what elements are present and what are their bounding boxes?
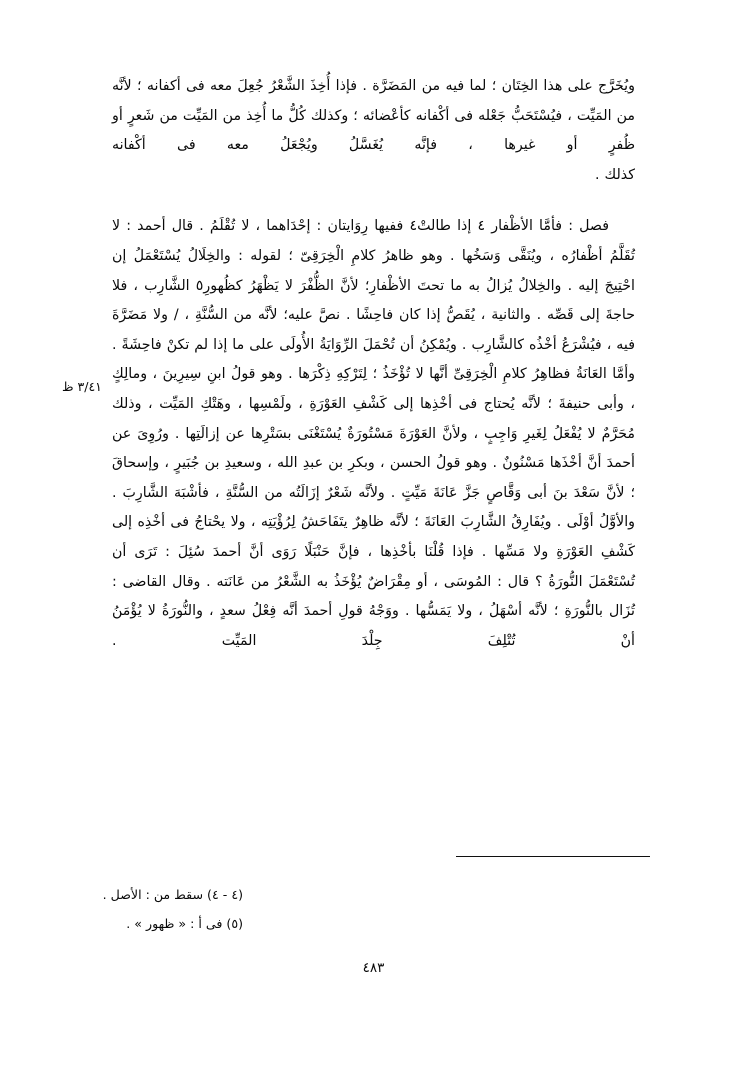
line: ووَجْهُ قولِ أحمدَ أنَّه فِعْلُ سعدٍ ، والنُّورَةُ لا يُؤْمَنُ أنْ تُتْلِفَ جِلْدَ المَيِّت . — [112, 603, 635, 649]
line: يُحتاج فى أخْذِها إلى كَشْفِ العَوْرَةِ ، ولَمْسِها ، وهَتْكِ المَيِّت ، وذلك مُحَرَّمٌ لا — [112, 395, 635, 442]
paragraph-1 — [112, 72, 635, 190]
line: أحمد : لا تُقَلَّمُ أظْفارُه ، ويُنَقَّى وَسَخُها . وهو ظاهرُ كلامِ الْخِرَقِىّ ؛ لقوله : — [112, 218, 636, 264]
line: أُخِذ من المَيِّت من شَعرٍ أو ظُفرٍ أو غيرها ، فإنَّه يُغَسَّلُ ويُجْعَلُ معه فى أكْفانه — [112, 107, 635, 154]
line: ويُخَرَّج على هذا الخِتَان ؛ لما فيه من المَضَرَّة . فإذا أُخِذَ الشَّعْرُ جُعِلَ معه فى — [186, 78, 635, 94]
line: أحمدَ أنَّ أخْذَها مَسْنُونٌ . وهو قولُ الحسن ، وبكرِ بن عبدِ الله ، وسعيدِ بن جُبَيرٍ ، — [164, 455, 635, 472]
line: كذلك . — [594, 166, 635, 183]
line: وإسحاقَ ؛ لأنَّ سَعْدَ بنَ أبى وَقَّاصٍ جَزَّ عَانَةَ مَيِّتٍ . ولأنَّه شَعْرٌ إزَالَتُه من السُّنَّةِ ، — [112, 455, 635, 501]
line: تُحْمَلَ الرِّوَايَةُ الأُولَى على ما إذا لم تكنْ فاحِشَةً . وأمَّا العَانَةُ فظاهِرُ كلامِ الْخِرَقِىِّ — [112, 336, 636, 383]
footnote-item: (٥) فى أ : « ظهور » . — [126, 916, 243, 931]
paragraph-2 — [112, 212, 635, 656]
line: يُؤْخَذُ به الشَّعْرُ من عَانَته . وقال القاضى : تُزَال بالنُّورَةِ ؛ لأنَّه أسْهَلُ ، ولا يَمَسُّها . — [112, 573, 635, 620]
footnote-separator-rule — [456, 856, 650, 857]
main-text-column — [112, 72, 635, 656]
folio-marker: ٣/٤١ ظ — [62, 379, 102, 394]
line: فأشْبَهَ الشَّارِبَ . والأوَّلُ أوْلَى . ويُفَارِقُ الشَّارِبَ العَانَةَ ؛ لأنَّه ظاهِرٌ يتَفَاحَشُ — [112, 484, 635, 531]
footnote-item: (٤ - ٤) سقط من : الأصل . — [102, 887, 243, 902]
line: والخِلَالُ يُسْتَعْمَلُ إن احْتِيجَ إليه . والخِلالُ يُزالُ به ما تحتَ الأظْفارِ؛ لأنَّ الظُّفْرَ لا — [112, 247, 635, 294]
line: حَنْبَلًا رَوَى أنَّ أحمدَ سُئِلَ : تَرَى أن تُسْتَعْمَلَ النُّورَةُ ؟ قال : المُوسَى ، أو مِقْرَاضٌ — [112, 543, 636, 590]
footnotes-section — [102, 880, 635, 938]
line: فصل : فأمَّا الأظْفار ٤ إذا طالتْ٤ ففيها رِوَايتان : إحْدَاهما ، لا تُقْلَمُ . قال — [171, 218, 609, 235]
line: نصَّ عليه؛ لأنَّه من السُّنَّةِ ، / ولا مَضَرَّةَ فيه ، فيُشْرَعُ أخْذُه كالشَّارِب . ويُمْكِنُ أن — [112, 307, 635, 353]
line: لِرُؤْيَتِه ، ولا يحْتاجُ فى أخْذِه إلى كَشْفِ العَوْرَةِ ولا مَسِّها . فإذا قُلْنَا بأخْذِها ، فإنَّ — [112, 514, 636, 560]
line: يَظْهَرُ كظُهورِ٥ الشَّارِب ، فلا حاجةَ إلى قَصِّه . والثانية ، يُقَصُّ إذا كان فاحِشًا . — [112, 277, 635, 324]
page-number: ٤٨٣ — [362, 960, 385, 976]
line: أكفانه ؛ لأنَّه من المَيِّت ، فيُسْتَحَبُّ جَعْله فى أكْفانه كأعْضائه ؛ وكذلك كُلُّ ما — [112, 78, 635, 124]
line: يُفْعَلُ لِغَيرِ وَاجِبٍ ، ولأنَّ العَوْرَةَ مَسْتُورَةٌ يُسْتَغْنَى بسَتْرِها عن إزالَتِها . ورُوِىَ عن — [112, 425, 582, 442]
line: أنَّها لا تُؤْخَذُ ؛ لِتَرْكِهِ ذِكْرَها . وهو قولُ ابنِ سِيرِينَ ، ومالِكٍ ، وأبى حنيفةَ ؛ لأنَّه — [112, 366, 635, 412]
